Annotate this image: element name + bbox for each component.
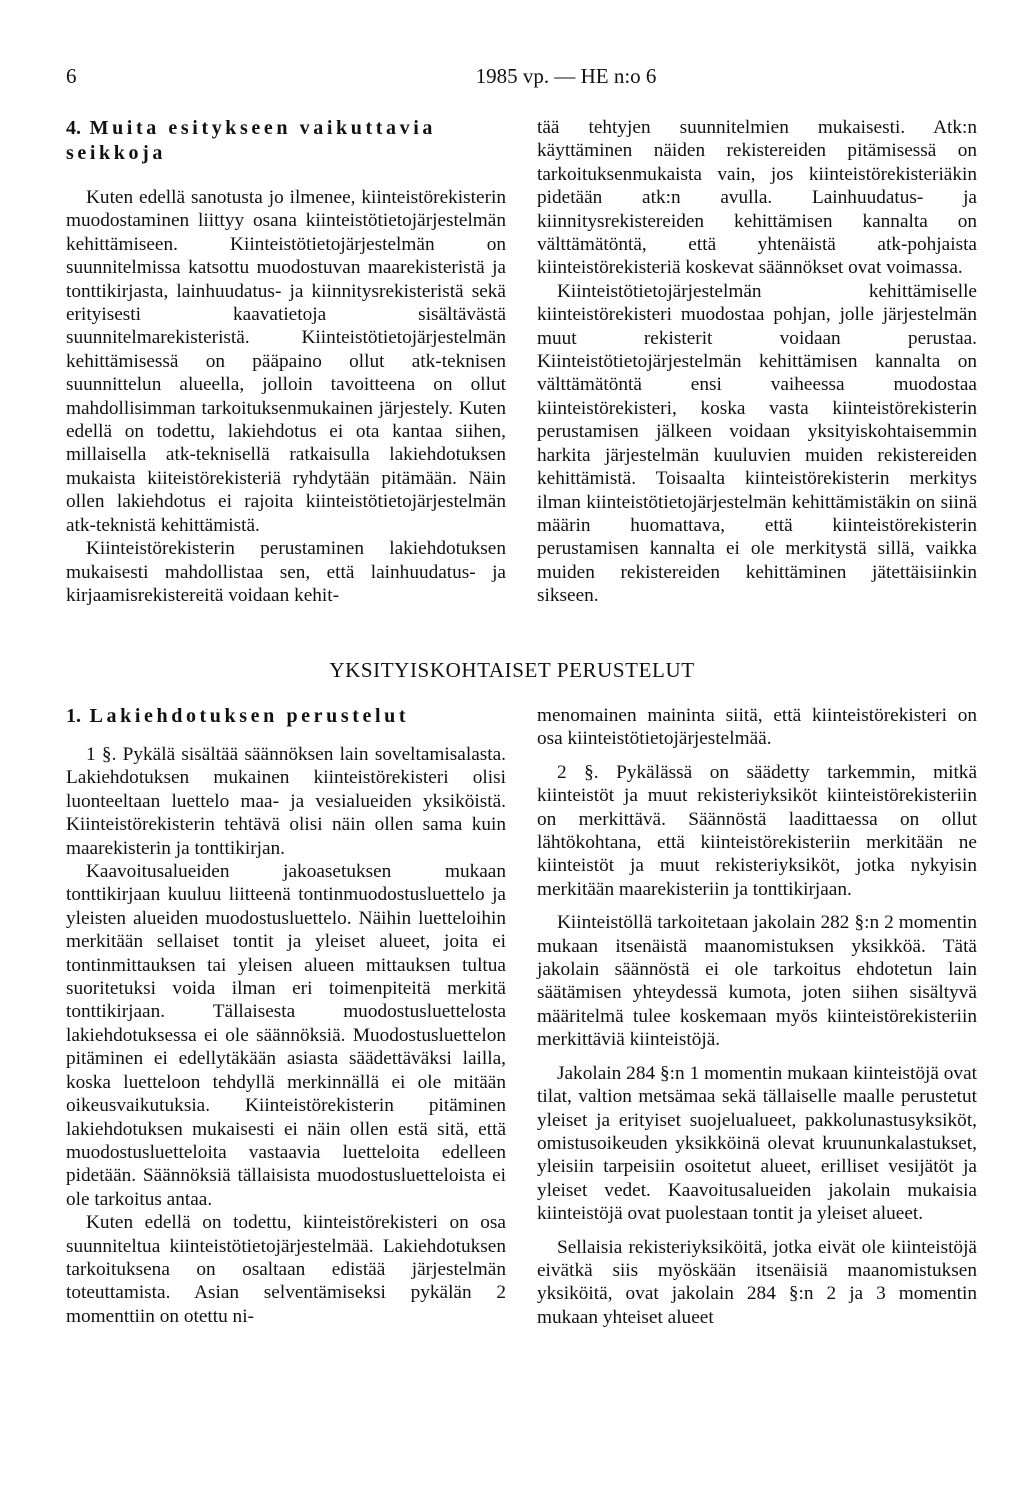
section4-heading <box>66 116 506 166</box>
section1-left-column <box>66 704 506 1328</box>
paragraph: tää tehtyjen suunnitelmien mukaisesti. Atk:n käyttäminen näiden rekistereiden pitämisessä on tarkoituksenmukaista vain, jos kiinteistörekisteriäkin pidetään atk:n avulla. Lainhuudatus- ja kiinnitysrekistereiden kehittämisen kannalta on välttämätöntä, että yhtenäistä atk-pohjaista kiinteistörekisteriä koskevat säännökset ovat voimassa. <box>537 117 977 279</box>
paragraph: Kiinteistötietojärjestelmän kehittämiselle kiinteistörekisteri muodostaa pohjan, jolle järjestelmän muut rekisterit voidaan perustaa. Kiinteistötietojärjestelmän kehittämisen kannalta on välttämätöntä ensi vaiheessa muodostaa kiinteistörekisteri, koska vasta kiinteistörekisterin perustamisen jälkeen voidaan yksityiskohtaisemmin harkita järjestelmän kuuluvien muiden rekistereiden kehittämistä. Toisaalta kiinteistörekisterin merkitys ilman kiinteistötietojärjestelmän kehittämistäkin on siinä määrin huomattava, että kiinteistörekisterin perustamisen kannalta ei ole merkitystä sillä, vaikka muiden rekistereiden kehittäminen jätettäisiinkin sikseen. <box>537 280 977 607</box>
paragraph: 2 §. Pykälässä on säädetty tarkemmin, mitkä kiinteistöt ja muut rekisteriyksiköt kiinteistörekisteriin on merkittävä. Säännöstä laadittaessa on ollut lähtökohtana, että kiinteistörekisteriin merkitään ne kiinteistöt ja muut rekisteriyksiköt, jotka nykyisin merkitään maarekisteriin ja tonttikirjaan. <box>537 761 977 900</box>
section4-title: Muita esitykseen vaikuttavia seikkoja <box>66 117 436 164</box>
section4-left-column <box>66 116 506 607</box>
section4-number: 4. <box>66 117 81 139</box>
paragraph: Kiinteistörekisterin perustaminen lakiehdotuksen mukaisesti mahdollistaa sen, että lainhuudatus- ja kirjaamisrekistereitä voidaan kehit- <box>66 538 506 606</box>
page-number: 6 <box>66 64 77 88</box>
section4-right-column <box>537 116 977 608</box>
paragraph: Jakolain 284 §:n 1 momentin mukaan kiinteistöjä ovat tilat, valtion metsämaa sekä tällaiselle maalle perustetut yleiset ja erityiset suojelualueet, pakkolunastusyksiköt, omistusoikeuden yksikköinä olevat kruununkalastukset, yleisiin tarpeisiin osoitetut alueet, erilliset vesijätöt ja yleiset vedet. Kaavoitusalueiden jakolain mukaisia kiinteistöjä ovat puolestaan tontit ja yleiset alueet. <box>537 1062 977 1225</box>
paragraph: Kuten edellä on todettu, kiinteistörekisteri on osa suunniteltua kiinteistötietojärjestelmää. Lakiehdotuksen tarkoituksena on osaltaan edistää järjestelmän toteuttamista. Asian selventämiseksi pykälän 2 momenttiin on otettu ni- <box>66 1212 506 1327</box>
paragraph: Kiinteistöllä tarkoitetaan jakolain 282 §:n 2 momentin mukaan itsenäistä maanomistuksen yksikköä. Tätä jakolain säännöstä ei ole tarkoitus ehdotetun lain säätämisen yhteydessä kumota, joten siihen sisältyvä määritelmä tulee koskemaan myös kiinteistörekisteriin merkittäviä kiinteistöjä. <box>537 912 977 1051</box>
running-title: 1985 vp. — HE n:o 6 <box>475 64 657 88</box>
paragraph: menomainen maininta siitä, että kiinteistörekisteri on osa kiinteistötietojärjestelmää. <box>537 705 977 750</box>
center-heading: YKSITYISKOHTAISET PERUSTELUT <box>329 658 695 682</box>
paragraph: Kuten edellä sanotusta jo ilmenee, kiinteistörekisterin muodostaminen liittyy osana kiinteistötietojärjestelmän kehittämiseen. Kiinteistötietojärjestelmän on suunnitelmissa katsottu muodostuvan maarekisteristä ja tonttikirjasta, lainhuudatus- ja kiinnitysrekisteristä sekä erityisesti kaavatietoja sisältävästä suunnitelmarekisteristä. Kiinteistötietojärjestelmän kehittämisessä on pääpaino ollut atk-teknisen suunnittelun alueella, jolloin tavoitteena on ollut mahdollisimman tarkoituksenmukainen järjestely. Kuten edellä on todettu, lakiehdotus ei ota kantaa siihen, millaisella atk-teknisellä ratkaisulla lakiehdotuksen mukaista kiiteistörekisteriä ryhdytään pitämään. Näin ollen lakiehdotus ei rajoita kiinteistötietojärjestelmän atk-teknistä kehittämistä. <box>66 187 506 536</box>
section1-heading <box>66 704 506 729</box>
paragraph: Kaavoitusalueiden jakoasetuksen mukaan tonttikirjaan kuuluu liitteenä tontinmuodostusluettelo ja yleisten alueiden muodostusluettelo. Näihin luetteloihin merkitään sellaiset tontit ja yleiset alueet, joita ei tontinmittauksen tai yleisen alueen mittauksen tultua suoritetuksi voida ilman eri toimenpiteitä merkitä tonttikirjaan. Tällaisesta muodostusluettelosta lakiehdotuksessa ei ole säännöksiä. Muodostusluettelon pitäminen ei edellytäkään asiasta säädettäväksi lailla, koska luetteloon tehdyllä merkinnällä ei ole mitään oikeusvaikutuksia. Kiinteistörekisterin pitäminen lakiehdotuksen mukaisesti ei näin ollen estä sitä, että muodostusluetteloita vastaavia luetteloita edelleen pidetään. Säännöksiä tällaisista muodostusluetteloista ei ole tarkoitus antaa. <box>66 861 506 1210</box>
section1-title: Lakiehdotuksen perustelut <box>89 705 410 727</box>
section1-right-column <box>537 704 977 1329</box>
paragraph: Sellaisia rekisteriyksiköitä, jotka eivät ole kiinteistöjä eivätkä siis myöskään itsenäisiä maanomistuksen yksiköitä, ovat jakolain 284 §:n 2 ja 3 momentin mukaan yhteiset alueet <box>537 1236 977 1328</box>
section1-number: 1. <box>66 705 81 727</box>
paragraph: 1 §. Pykälä sisältää säännöksen lain soveltamisalasta. Lakiehdotuksen mukainen kiinteistörekisteri olisi luonteeltaan luettelo maa- ja vesialueiden yksiköistä. Kiinteistörekisterin tehtävä olisi näin ollen sama kuin maarekisterin ja tonttikirjan. <box>66 744 506 859</box>
